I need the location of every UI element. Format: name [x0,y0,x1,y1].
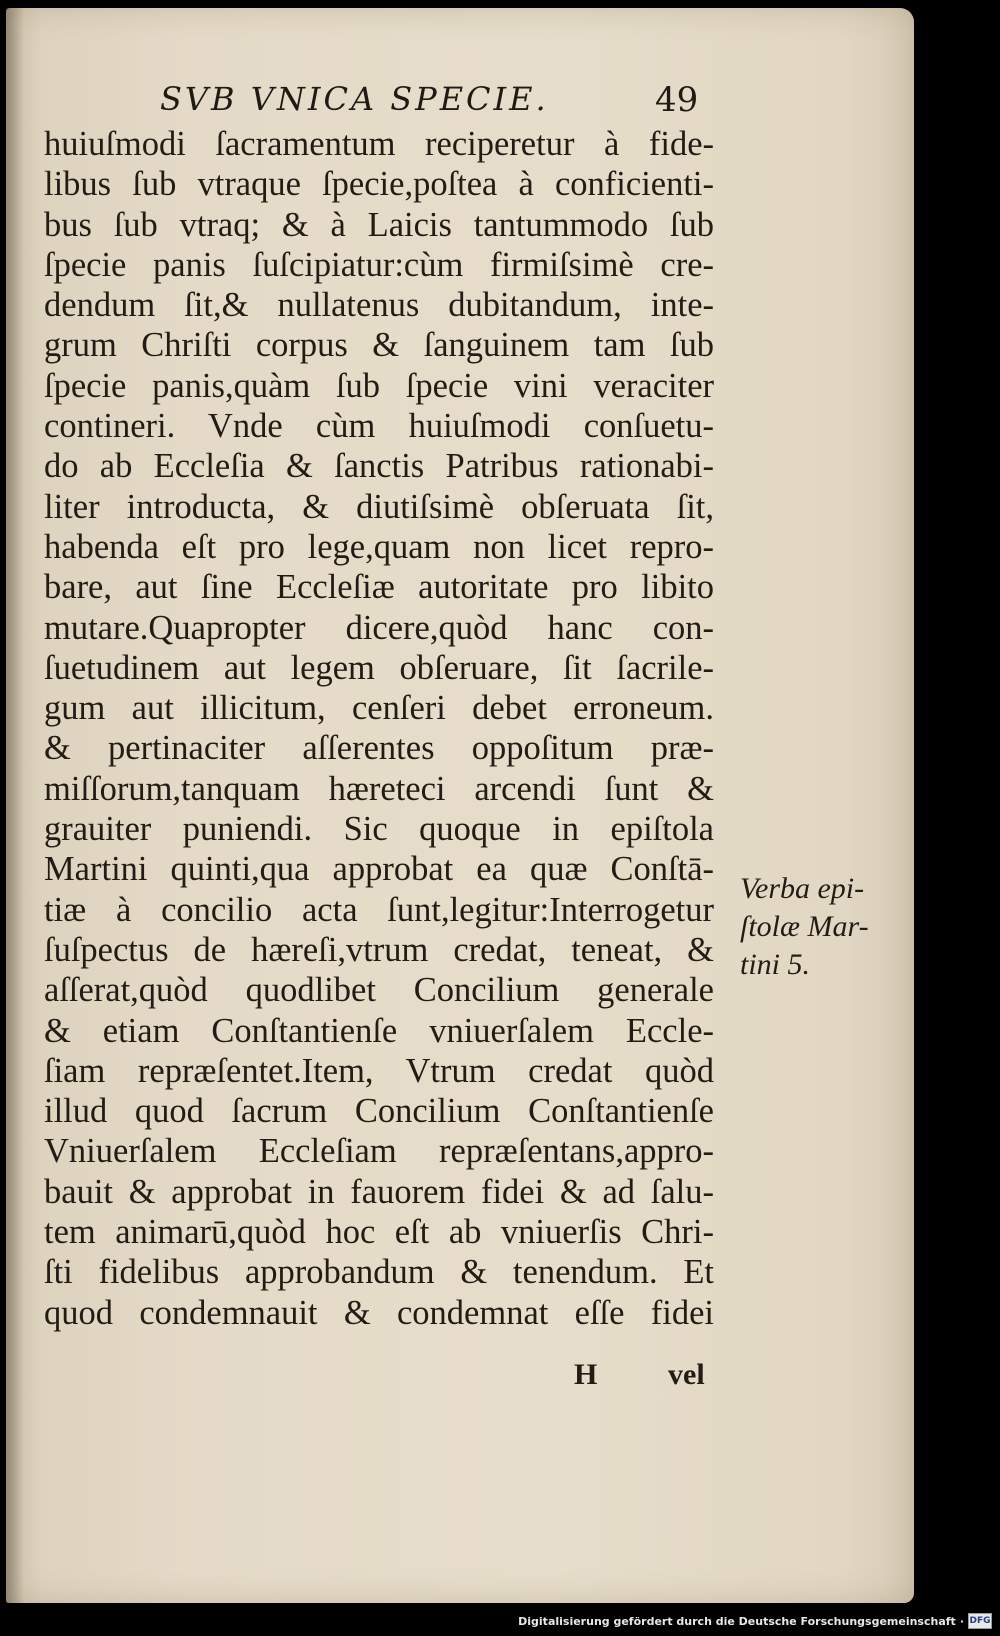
text-line: habenda eſt pro lege,quam non licet repro- [44,527,714,566]
dfg-logo-icon: DFG [968,1613,992,1629]
text-line: ſpecie panis ſuſcipiatur:cùm firmiſsimè cre- [44,245,714,284]
text-line: ſuſpectus de hæreſi,vtrum credat, teneat, & [44,930,714,969]
text-line: gum aut illicitum, cenſeri debet erroneum. [44,689,714,728]
text-line: bauit & approbat in fauorem fidei & ad ſalu- [44,1172,714,1211]
text-line: liter introducta, & diutiſsimè obſeruata ſit, [44,487,714,526]
spine-shadow [6,8,24,1603]
text-line: grum Chriſti corpus & ſanguinem tam ſub [44,326,714,365]
text-line: libus ſub vtraque ſpecie,poſtea à conficienti- [44,165,714,204]
page-number: 49 [655,80,699,120]
text-line: grauiter puniendi. Sic quoque in epiſtola [44,810,714,849]
text-line: huiuſmodi ſacramentum reciperetur à fide- [44,125,714,163]
text-line: Martini quinti,qua approbat ea quæ Conſtā- [44,850,714,889]
marginal-note [740,870,890,984]
text-line: ſti fidelibus approbandum & tenendum. Et [44,1253,714,1292]
text-line: tem animarū,quòd hoc eſt ab vniuerſis Chri- [44,1213,714,1252]
digitization-footer [518,1610,992,1632]
text-line: & etiam Conſtantienſe vniuerſalem Eccle- [44,1011,714,1050]
text-line: do ab Eccleſia & ſanctis Patribus rationabi- [44,447,714,486]
text-line: & pertinaciter aſſerentes oppoſitum præ- [44,729,714,768]
text-line: tiæ à concilio acta ſunt,legitur:Interrogetur [44,890,714,929]
text-line: dendum ſit,& nullatenus dubitandum, inte- [44,286,714,325]
text-line: contineri. Vnde cùm huiuſmodi conſuetu- [44,407,714,446]
text-line: bus ſub vtraq; & à Laicis tantummodo ſub [44,205,714,244]
running-head: SVB VNICA SPECIE. [160,80,549,118]
marginal-note-line: ſtolæ Mar- [740,910,869,943]
footer-separator: · [959,1614,964,1628]
marginal-note-line: Verba epi- [740,872,865,905]
body-text [44,124,714,1333]
text-line: Vniuerſalem Eccleſiam repræſentans,appro- [44,1132,714,1171]
text-line: ſiam repræſentet.Item, Vtrum credat quòd [44,1051,714,1090]
catchword-row [560,1358,740,1402]
signature-mark: H [574,1358,598,1391]
text-line: ſuetudinem aut legem obſeruare, ſit ſacrile- [44,648,714,687]
text-line: miſſorum,tanquam hæreteci arcendi ſunt & [44,769,714,808]
text-line: illud quod ſacrum Concilium Conſtantienſe [44,1092,714,1131]
text-line: mutare.Quapropter dicere,quòd hanc con- [44,608,714,647]
catchword: vel [668,1358,705,1391]
text-line: bare, aut ſine Eccleſiæ autoritate pro libito [44,568,714,607]
marginal-note-line: tini 5. [740,948,811,981]
text-line: ſpecie panis,quàm ſub ſpecie vini veraciter [44,366,714,405]
footer-credit: Digitalisierung gefördert durch die Deutsche Forschungsgemeinschaft [518,1614,956,1628]
text-line: quod condemnauit & condemnat eſſe fidei [44,1293,714,1332]
text-line: aſſerat,quòd quodlibet Concilium generale [44,971,714,1010]
